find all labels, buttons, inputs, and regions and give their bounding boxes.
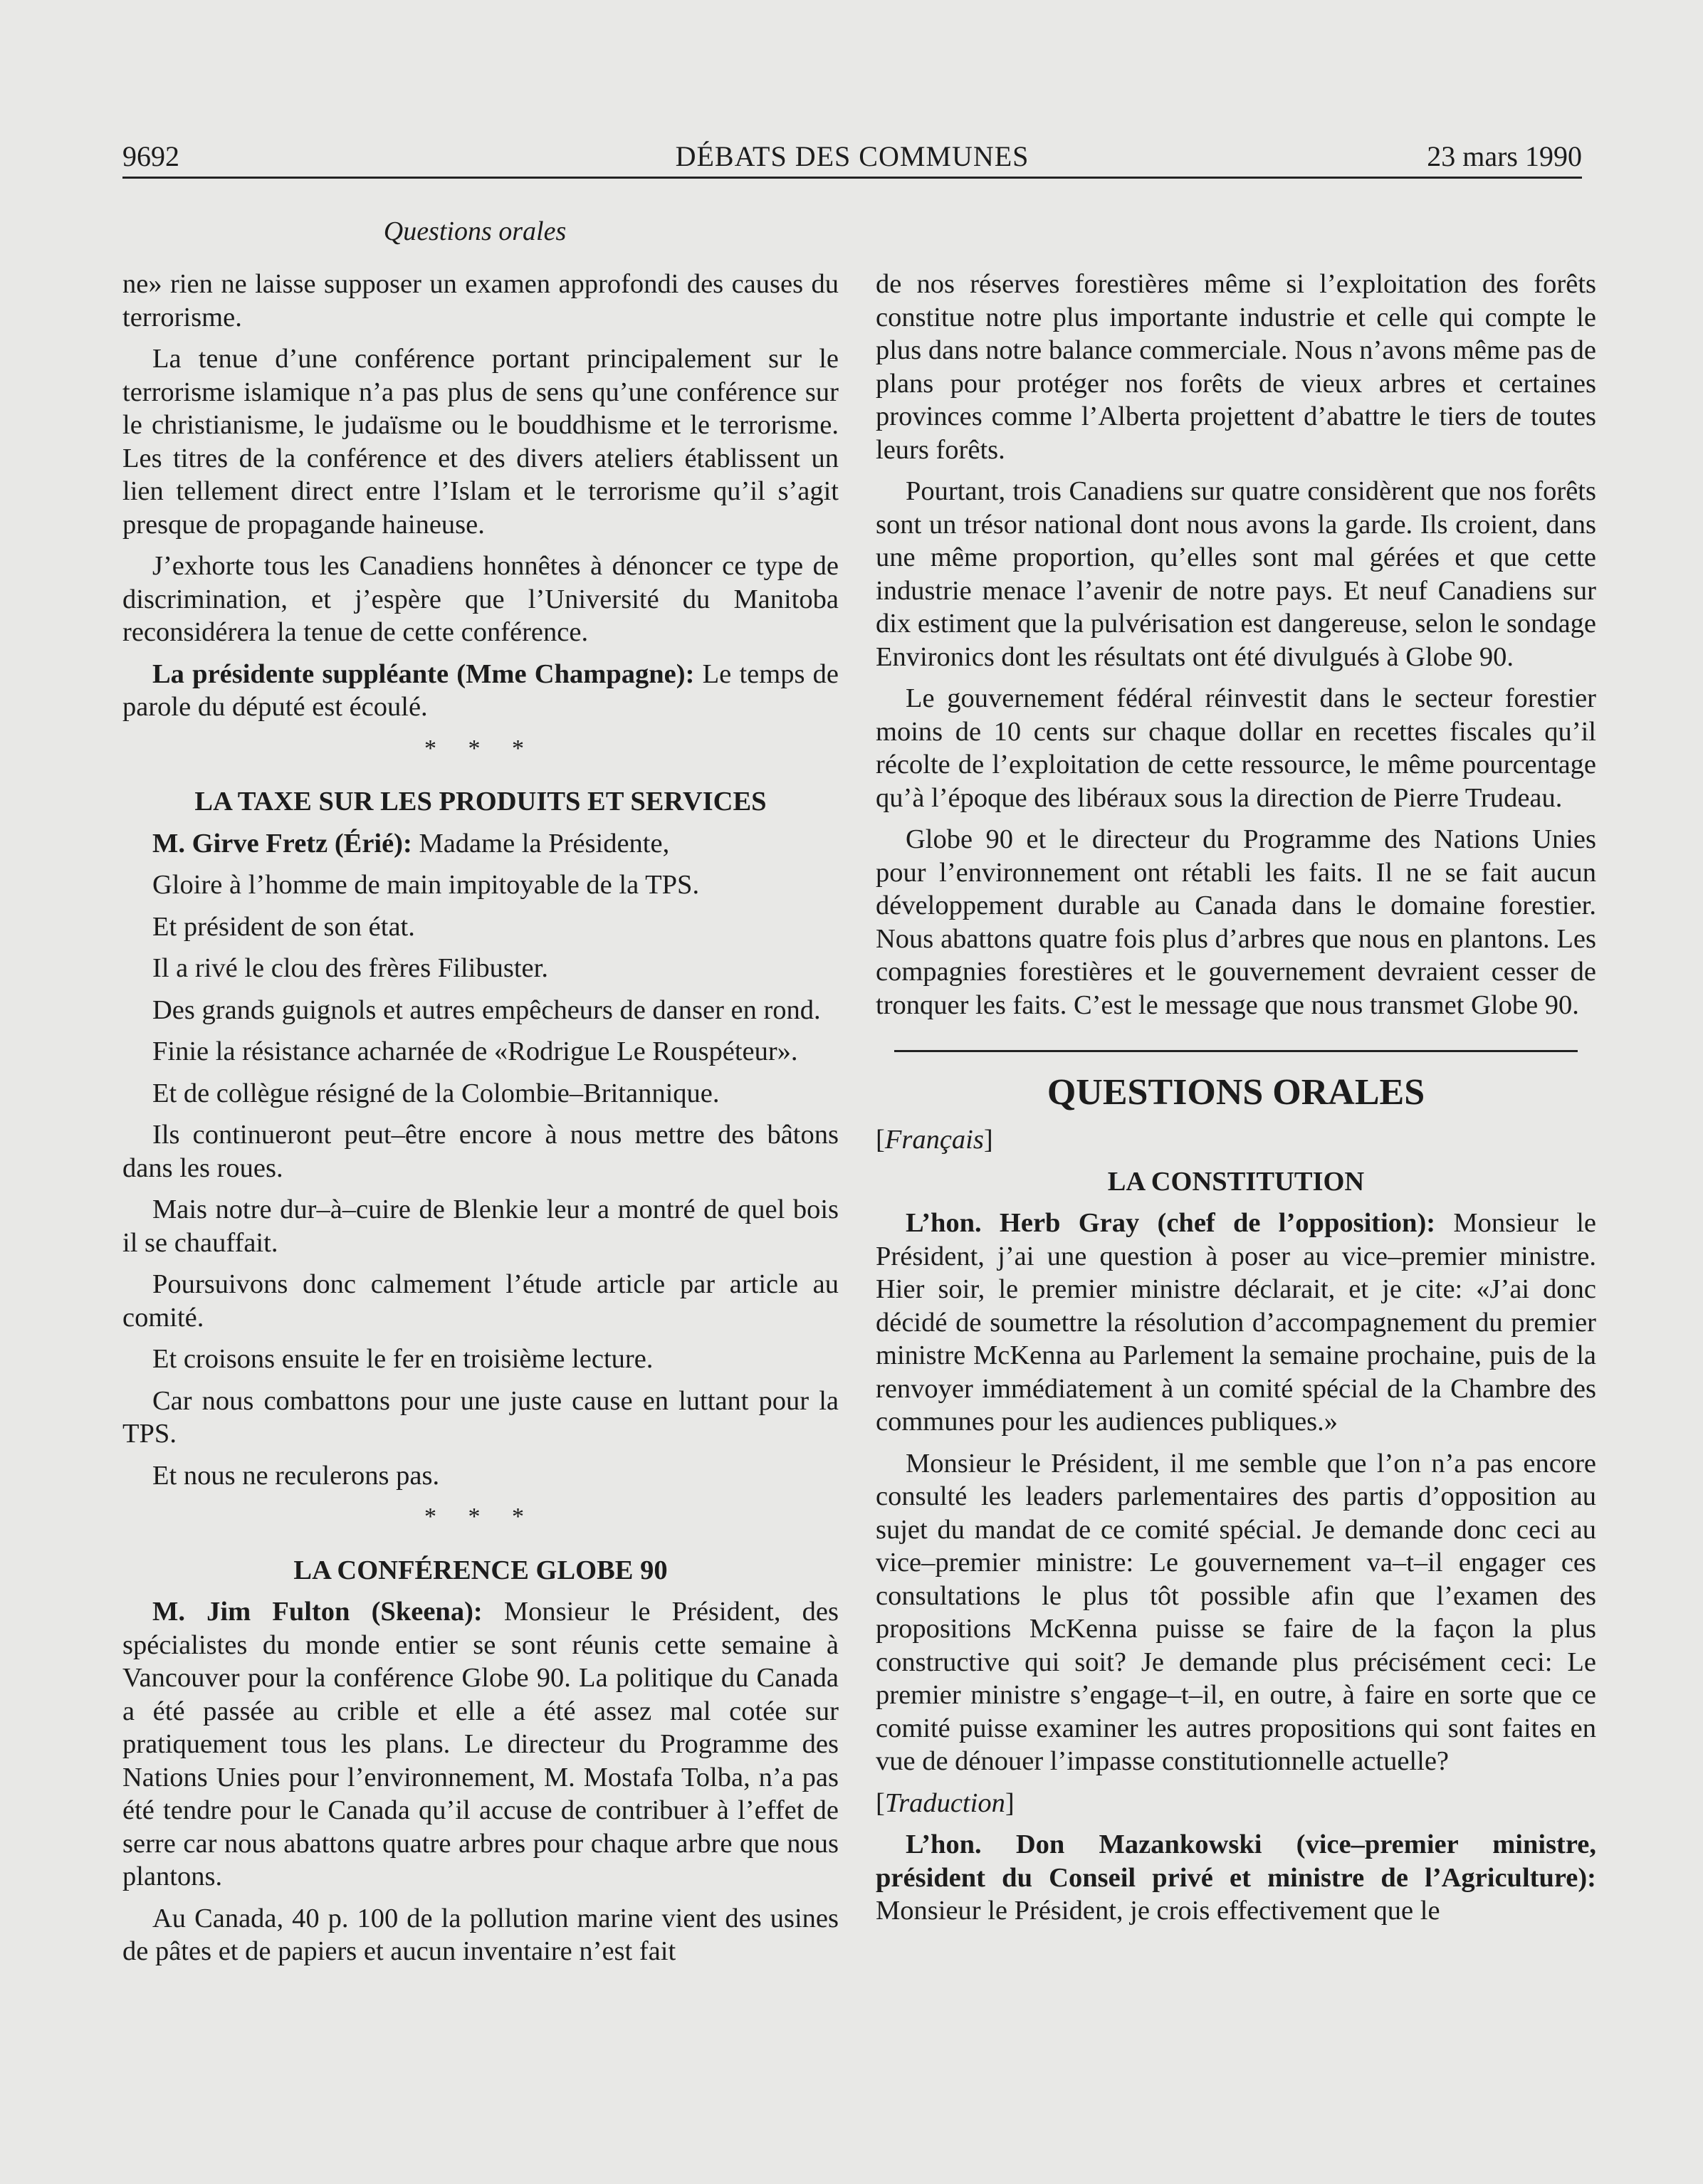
paragraph: de nos réserves forestières même si l’exploitation des forêts constitue notre plus importante industrie et celle qui compte le plus dans notre balance commerciale. Nous n’avons même pas de plans pour protéger nos forêts de vieux arbres et certaines provinces comme l’Alberta projettent d’abattre le tiers de toutes leurs forêts. (876, 269, 1596, 465)
language-note: [Français] (876, 1125, 993, 1155)
paragraph: Au Canada, 40 p. 100 de la pollution marine vient des usines de pâtes et de papiers et aucun inventaire n’est fait (122, 1903, 839, 1966)
verse-line: Finie la résistance acharnée de «Rodrigue Le Rouspéteur». (152, 1036, 798, 1066)
speaker-name: La présidente suppléante (Mme Champagne): (152, 658, 695, 689)
left-column (122, 268, 839, 1977)
paragraph: Globe 90 et le directeur du Programme des Nations Unies pour l’environnement ont rétabli les faits. Il ne se fait aucun développement durable au Canada dans le domaine forestier. Nous abattons quatre fois plus d’arbres que nous en plantons. Les compagnies forestières et le gouvernement devraient cesser de tronquer les faits. C’est le message que nous transmet Globe 90. (876, 824, 1596, 1020)
paragraph: Le gouvernement fédéral réinvestit dans le secteur forestier moins de 10 cents sur chaque dollar en recettes fiscales qu’il récolte de l’exploitation de cette ressource, le même pourcentage qu’à l’époque des libéraux sous la direction de Pierre Trudeau. (876, 683, 1596, 813)
page-number: 9692 (122, 140, 179, 172)
verse-line: Et croisons ensuite le fer en troisième lecture. (152, 1344, 654, 1374)
verse-line: Il a rivé le clou des frères Filibuster. (152, 953, 548, 983)
paragraph: La tenue d’une conférence portant principalement sur le terrorisme islamique n’a pas plus de sens qu’une conférence sur le christianisme, le judaïsme ou le bouddhisme et le terrorisme. Les titres de la conférence et des divers ateliers établissent un lien tellement direct entre l’Islam et le terrorisme qu’il s’agit presque de propagande haineuse. (122, 344, 839, 540)
language-label: Français (884, 1125, 984, 1155)
publication-date: 23 mars 1990 (1427, 140, 1582, 172)
verse-line: Et de collègue résigné de la Colombie–Britannique. (152, 1078, 720, 1108)
speech-text: Monsieur le Président, je crois effectivement que le (876, 1896, 1440, 1926)
paragraph: ne» rien ne laisse supposer un examen approfondi des causes du terrorisme. (122, 269, 839, 332)
paragraph (122, 658, 839, 724)
page-header (122, 137, 1582, 177)
speaker-name: L’hon. Herb Gray (chef de l’opposition): (906, 1208, 1436, 1238)
verse-line: Ils continueront peut–être encore à nous mettre des bâtons dans les roues. (122, 1120, 839, 1183)
speech-text: Monsieur le Président, j’ai une question à poser au vice–premier ministre. Hier soir, le premier ministre déclarait, et je cite: «J’ai donc décidé de soumettre la résolution d’accompagnement du premier ministre McKenna au Parlement la semaine prochaine, puis de la renvoyer immédiatement à un comité spécial de la Chambre des communes pour les audiences publiques.» (876, 1208, 1597, 1437)
speaker-name: M. Jim Fulton (Skeena): (152, 1597, 483, 1627)
paragraph (876, 1828, 1596, 1928)
verse-line: Et président de son état. (152, 911, 415, 942)
section-heading: LA CONSTITUTION (1107, 1166, 1365, 1197)
header-rule (122, 177, 1582, 179)
speech-text: Madame la Présidente, (412, 828, 670, 859)
section-divider (894, 1050, 1578, 1052)
section-separator: * * * (424, 1503, 537, 1530)
publication-title: DÉBATS DES COMMUNES (675, 140, 1029, 172)
paragraph: Monsieur le Président, il me semble que l’on n’a pas encore consulté les leaders parlementaires des partis d’opposition au sujet du mandat de ce comité spécial. Je demande donc ceci au vice–premier ministre: Le gouvernement va–t–il engager ces consultations le plus tôt possible afin que l’examen des propositions McKenna puisse se faire de la façon la plus constructive qui soit? Je demande plus précisément ceci: Le premier ministre s’engage–t–il, en outre, à faire en sorte que ce comité puisse examiner les autres propositions qui sont faites en vue de dénouer l’impasse constitutionnelle actuelle? (876, 1448, 1596, 1776)
section-label: Questions orales (383, 216, 567, 246)
verse-line: Mais notre dur–à–cuire de Blenkie leur a montré de quel bois il se chauffait. (122, 1195, 839, 1258)
speaker-name: M. Girve Fretz (Érié): (152, 828, 412, 859)
paragraph (122, 827, 839, 861)
paragraph (122, 1595, 839, 1894)
speaker-name: L’hon. Don Mazankowski (vice–premier ministre, président du Conseil privé et ministre de l’Agriculture): (876, 1829, 1596, 1893)
speech-text: Monsieur le Président, des spécialistes du monde entier se sont réunis cette semaine à Vancouver pour la conférence Globe 90. La politique du Canada a été passée au crible et elle a été assez mal cotée sur pratiquement tous les plans. Le directeur du Programme des Nations Unies pour l’environnement, M. Mostafa Tolba, n’a pas été tendre pour le Canada qu’il accuse de contribuer à l’effet de serre car nous abattons quatre arbres pour chaque arbre que nous plantons. (122, 1597, 839, 1891)
paragraph: Pourtant, trois Canadiens sur quatre considèrent que nos forêts sont un trésor national dont nous avons la garde. Ils croient, dans une même proportion, qu’elles sont mal gérées et que cette industrie menace l’avenir de notre pays. Et neuf Canadiens sur dix estiment que la pulvérisation est dangereuse, selon le sondage Environics dont les résultats ont été divulgués à Globe 90. (876, 476, 1596, 672)
language-label: Traduction (884, 1787, 1005, 1818)
verse-line: Des grands guignols et autres empêcheurs de danser en rond. (152, 994, 821, 1025)
section-separator: * * * (424, 735, 537, 762)
speech-text: Le temps de parole du député est écoulé. (122, 658, 839, 722)
section-heading: LA TAXE SUR LES PRODUITS ET SERVICES (194, 787, 767, 817)
verse-line: Poursuivons donc calmement l’étude article par article au comité. (122, 1269, 839, 1333)
paragraph (876, 1207, 1596, 1439)
verse-line: Gloire à l’homme de main impitoyable de la TPS. (152, 870, 700, 900)
language-note: [Traduction] (876, 1787, 1015, 1818)
paragraph: J’exhorte tous les Canadiens honnêtes à dénoncer ce type de discrimination, et j’espère que l’Université du Manitoba reconsidérera la tenue de cette conférence. (122, 551, 839, 647)
verse-line: Et nous ne reculerons pas. (152, 1460, 440, 1491)
major-heading: QUESTIONS ORALES (1047, 1072, 1425, 1113)
section-heading: LA CONFÉRENCE GLOBE 90 (293, 1555, 668, 1585)
verse-line: Car nous combattons pour une juste cause en luttant pour la TPS. (122, 1385, 839, 1449)
right-column (876, 268, 1596, 1936)
